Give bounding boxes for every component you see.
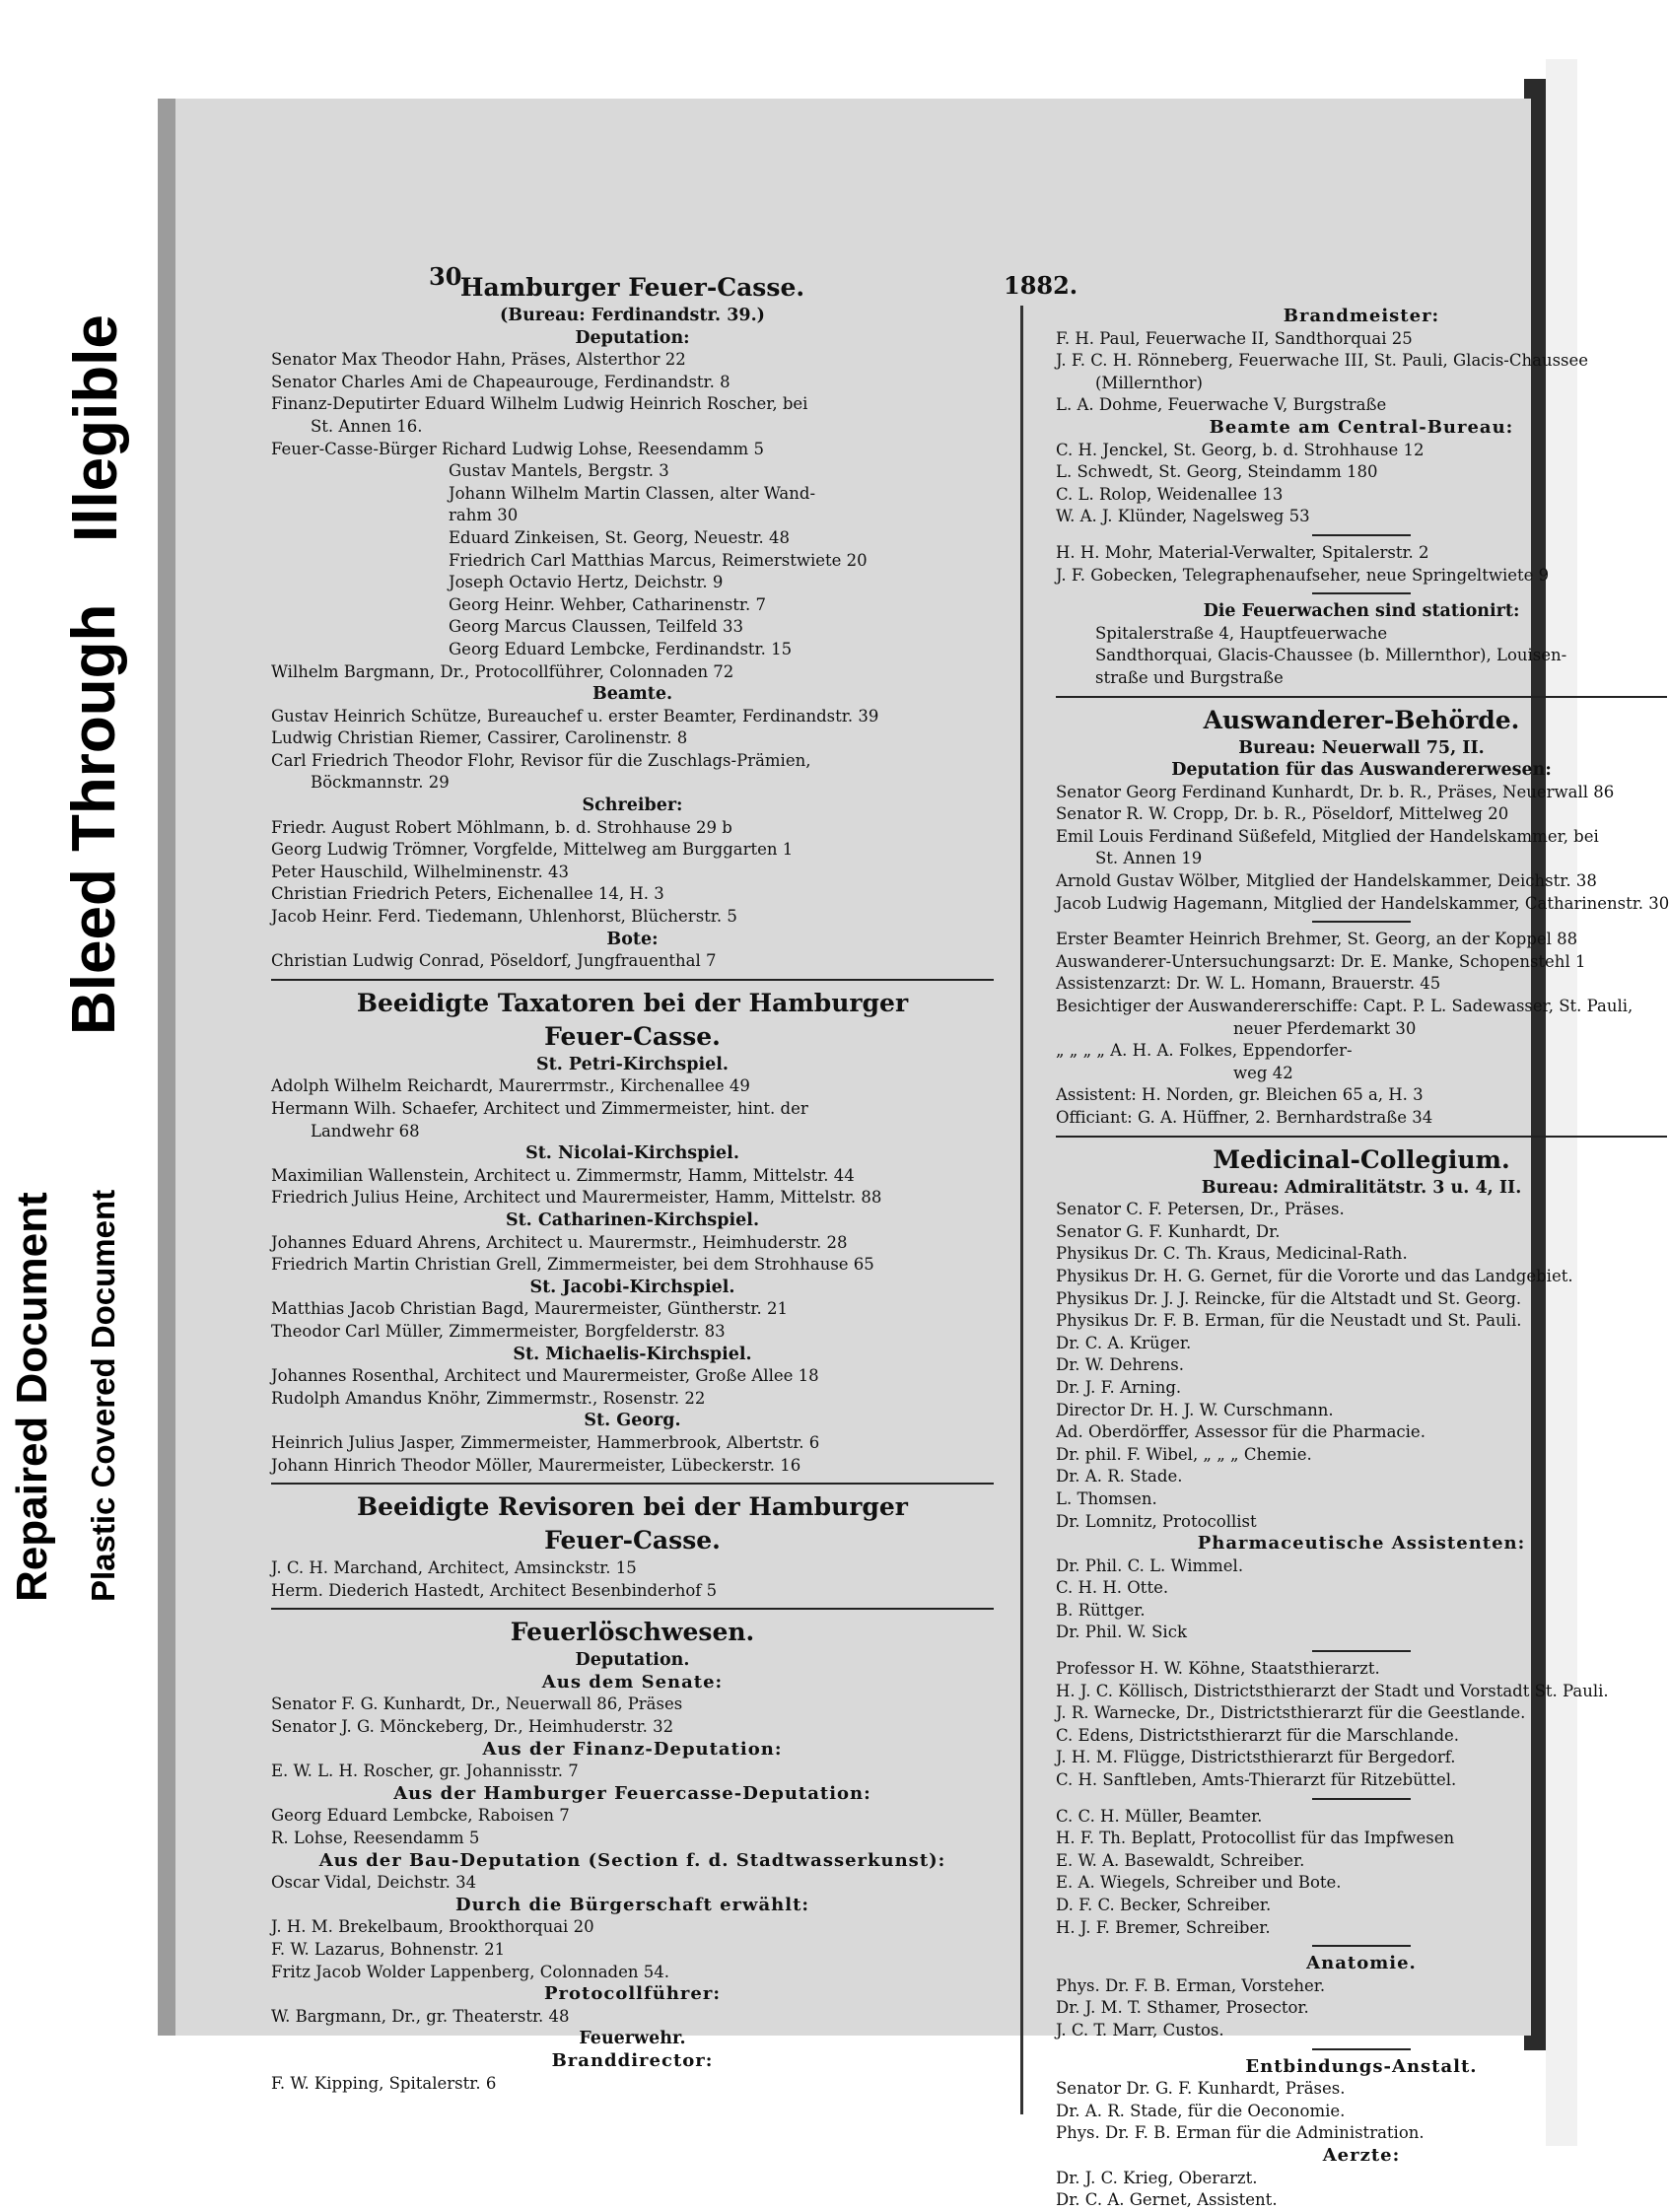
entry-line: Sandthorquai, Glacis-Chaussee (b. Millernthor), Louisen- [1095, 646, 1567, 665]
section-heading: St. Catharinen-Kirchspiel. [505, 1210, 760, 1230]
entry-line: (Millernthor) [1095, 373, 1203, 392]
entry-line: weg 42 [1233, 1063, 1293, 1082]
entry-line: E. A. Wiegels, Schreiber und Bote. [1056, 1873, 1342, 1893]
entry-line: Dr. Phil. C. L. Wimmel. [1056, 1555, 1244, 1575]
entry-line: B. Rüttger. [1056, 1600, 1146, 1620]
entry-line: Joseph Octavio Hertz, Deichstr. 9 [449, 573, 724, 592]
section-heading: Auswanderer-Behörde. [1203, 705, 1520, 734]
entry-line: Dr. A. R. Stade, für die Oeconomie. [1056, 2101, 1346, 2120]
section-rule [271, 979, 994, 981]
entry-line: Auswanderer-Untersuchungsarzt: Dr. E. Manke, Schopenstehl 1 [1056, 951, 1586, 971]
entry-line: W. A. J. Klünder, Nagelsweg 53 [1056, 507, 1310, 526]
entry-line: Gustav Mantels, Bergstr. 3 [449, 461, 669, 481]
entry-line: Assistent: H. Norden, gr. Bleichen 65 a, H. 3 [1056, 1085, 1424, 1105]
section-heading: Feuer-Casse. [544, 1021, 721, 1051]
entry-line: Dr. W. Dehrens. [1056, 1355, 1184, 1375]
entry-line: C. H. Jenckel, St. Georg, b. d. Strohhause 12 [1056, 440, 1425, 459]
entry-line: Senator R. W. Cropp, Dr. b. R., Pöseldorf, Mittelweg 20 [1056, 804, 1509, 824]
section-heading: Aus der Hamburger Feuercasse-Deputation: [393, 1782, 871, 1804]
entry-line: Theodor Carl Müller, Zimmermeister, Borgfelderstr. 83 [271, 1321, 726, 1341]
section-heading: Deputation für das Auswandererwesen: [1171, 760, 1552, 781]
entry-line: Dr. J. M. T. Sthamer, Prosector. [1056, 1998, 1309, 2018]
entry-line: Physikus Dr. H. G. Gernet, für die Vororte und das Landgebiet. [1056, 1266, 1573, 1285]
entry-line: Director Dr. H. J. W. Curschmann. [1056, 1400, 1334, 1419]
entry-line: Senator Charles Ami de Chapeaurouge, Ferdinandstr. 8 [271, 372, 730, 391]
entry-line: E. W. L. H. Roscher, gr. Johannisstr. 7 [271, 1762, 579, 1781]
entry-line: Professor H. W. Köhne, Staatsthierarzt. [1056, 1659, 1380, 1679]
section-heading: St. Petri-Kirchspiel. [535, 1054, 729, 1074]
entry-line: L. Schwedt, St. Georg, Steindamm 180 [1056, 462, 1378, 482]
short-rule [1312, 2048, 1411, 2050]
short-rule [1312, 1798, 1411, 1800]
entry-line: Christian Friedrich Peters, Eichenallee 14, H. 3 [271, 884, 664, 904]
right-column [1056, 306, 1667, 2212]
section-heading: Durch die Bürgerschaft erwählt: [454, 1894, 810, 1915]
entry-line: Senator F. G. Kunhardt, Dr., Neuerwall 86, Präses [271, 1694, 683, 1714]
section-heading: Beamte am Central-Bureau: [1209, 416, 1514, 438]
entry-line: Senator Max Theodor Hahn, Präses, Alsterthor 22 [271, 350, 686, 370]
section-heading: Aus dem Senate: [541, 1671, 724, 1693]
entry-line: F. W. Kipping, Spitalerstr. 6 [271, 2073, 497, 2093]
entry-line: Senator Dr. G. F. Kunhardt, Präses. [1056, 2079, 1346, 2099]
entry-line: Senator G. F. Kunhardt, Dr. [1056, 1221, 1281, 1241]
entry-line: Georg Marcus Claussen, Teilfeld 33 [449, 617, 743, 637]
section-heading: St. Nicolai-Kirchspiel. [525, 1143, 739, 1164]
entry-line: J. C. H. Marchand, Architect, Amsinckstr. 15 [271, 1558, 637, 1578]
entry-line: E. W. A. Basewaldt, Schreiber. [1056, 1850, 1305, 1870]
entry-line: Friedrich Carl Matthias Marcus, Reimerstwiete 20 [449, 550, 868, 570]
scanned-page [158, 99, 1669, 2210]
section-heading: Bote: [606, 929, 659, 949]
left-column [271, 271, 994, 2095]
section-heading: Bureau: Admiralitätstr. 3 u. 4, II. [1201, 1177, 1522, 1198]
entry-line: Johann Wilhelm Martin Classen, alter Wand- [449, 483, 816, 503]
section-heading: Feuer-Casse. [544, 1526, 721, 1555]
entry-line: Dr. C. A. Krüger. [1056, 1333, 1192, 1352]
section-heading: Beeidigte Revisoren bei der Hamburger [357, 1492, 908, 1522]
section-heading: (Bureau: Ferdinandstr. 39.) [500, 306, 765, 325]
page-year: 1882. [1004, 271, 1078, 300]
section-heading: Schreiber: [582, 795, 683, 816]
entry-line: Eduard Zinkeisen, St. Georg, Neuestr. 48 [449, 527, 791, 547]
entry-line: Carl Friedrich Theodor Flohr, Revisor für die Zuschlags-Prämien, [271, 750, 811, 770]
entry-line: Phys. Dr. F. B. Erman, Vorsteher. [1056, 1975, 1326, 1995]
entry-line: Physikus Dr. J. J. Reincke, für die Altstadt und St. Georg. [1056, 1288, 1522, 1308]
short-rule [1312, 534, 1411, 536]
entry-line: Dr. J. F. Arning. [1056, 1377, 1182, 1397]
entry-line: H. J. C. Köllisch, Districtsthierarzt der Stadt und Vorstadt St. Pauli. [1056, 1681, 1609, 1700]
entry-line: H. H. Mohr, Material-Verwalter, Spitalerstr. 2 [1056, 542, 1429, 562]
entry-line: Besichtiger der Auswandererschiffe: Capt. P. L. Sadewasser, St. Pauli, [1056, 997, 1634, 1016]
short-rule [1312, 921, 1411, 923]
entry-line: „ „ „ „ A. H. A. Folkes, Eppendorfer- [1056, 1041, 1353, 1061]
entry-line: Böckmannstr. 29 [311, 773, 450, 793]
section-heading: St. Michaelis-Kirchspiel. [513, 1344, 752, 1364]
entry-line: Gustav Heinrich Schütze, Bureauchef u. erster Beamter, Ferdinandstr. 39 [271, 706, 879, 726]
section-heading: Anatomie. [1306, 1953, 1417, 1974]
short-rule [1312, 592, 1411, 594]
entry-line: Johann Hinrich Theodor Möller, Maurermeister, Lübeckerstr. 16 [271, 1455, 801, 1475]
entry-line: F. W. Lazarus, Bohnenstr. 21 [271, 1940, 506, 1959]
entry-line: Physikus Dr. C. Th. Kraus, Medicinal-Rath. [1056, 1244, 1408, 1264]
section-heading: Pharmaceutische Assistenten: [1197, 1533, 1526, 1555]
entry-line: Senator Georg Ferdinand Kunhardt, Dr. b. R., Präses, Neuerwall 86 [1056, 782, 1615, 801]
entry-line: D. F. C. Becker, Schreiber. [1056, 1896, 1272, 1914]
entry-line: J. H. M. Flügge, Districtsthierarzt für Bergedorf. [1056, 1748, 1456, 1767]
illegible-label: Illegible [62, 314, 130, 542]
section-heading: Beamte. [591, 684, 673, 705]
entry-line: Peter Hauschild, Wilhelminenstr. 43 [271, 862, 569, 881]
entry-line: Johannes Eduard Ahrens, Architect u. Maurermstr., Heimhuderstr. 28 [271, 1232, 848, 1252]
entry-line: Spitalerstraße 4, Hauptfeuerwache [1095, 623, 1388, 643]
entry-line: J. F. C. H. Rönneberg, Feuerwache III, St. Pauli, Glacis-Chaussee [1056, 351, 1589, 371]
entry-line: Officiant: G. A. Hüffner, 2. Bernhardstraße 34 [1056, 1108, 1433, 1127]
entry-line: H. J. F. Bremer, Schreiber. [1056, 1917, 1271, 1937]
entry-line: C. H. H. Otte. [1056, 1578, 1169, 1598]
entry-line: L. A. Dohme, Feuerwache V, Burgstraße [1056, 395, 1387, 415]
entry-line: C. L. Rolop, Weidenallee 13 [1056, 484, 1284, 504]
entry-line: Adolph Wilhelm Reichardt, Maurerrmstr., Kirchenallee 49 [271, 1076, 750, 1096]
entry-line: Johannes Rosenthal, Architect und Maurermeister, Große Allee 18 [271, 1366, 819, 1386]
entry-line: Dr. Lomnitz, Protocollist [1056, 1511, 1257, 1531]
entry-line: Jacob Heinr. Ferd. Tiedemann, Uhlenhorst, Blücherstr. 5 [271, 907, 737, 927]
short-rule [1312, 1945, 1411, 1947]
entry-line: Heinrich Julius Jasper, Zimmermeister, Hammerbrook, Albertstr. 6 [271, 1432, 820, 1452]
entry-line: H. F. Th. Beplatt, Protocollist für das Impfwesen [1056, 1829, 1455, 1848]
entry-line: Herm. Diederich Hastedt, Architect Besenbinderhof 5 [271, 1580, 718, 1600]
entry-line: Erster Beamter Heinrich Brehmer, St. Georg, an der Koppel 88 [1056, 930, 1578, 949]
entry-line: Feuer-Casse-Bürger Richard Ludwig Lohse, Reesendamm 5 [271, 439, 764, 458]
entry-line: J. F. Gobecken, Telegraphenaufseher, neue Springeltwiete 9 [1056, 565, 1550, 585]
entry-line: R. Lohse, Reesendamm 5 [271, 1829, 480, 1848]
entry-line: Ad. Oberdörffer, Assessor für die Pharmacie. [1056, 1422, 1426, 1442]
column-divider [1020, 306, 1023, 2114]
section-heading: Feuerwehr. [579, 2029, 686, 2049]
section-heading: Die Feuerwachen sind stationirt: [1203, 601, 1520, 622]
page-number: 30 [429, 262, 462, 291]
entry-line: Phys. Dr. F. B. Erman für die Administration. [1056, 2123, 1425, 2143]
entry-line: Ludwig Christian Riemer, Cassirer, Carolinenstr. 8 [271, 728, 688, 748]
short-rule [1312, 1650, 1411, 1652]
entry-line: Rudolph Amandus Knöhr, Zimmermstr., Rosenstr. 22 [271, 1388, 706, 1408]
entry-line: St. Annen 16. [311, 416, 423, 436]
entry-line: rahm 30 [449, 506, 519, 525]
entry-line: Senator C. F. Petersen, Dr., Präses. [1056, 1200, 1345, 1219]
entry-line: Jacob Ludwig Hagemann, Mitglied der Handelskammer, Catharinenstr. 30 [1056, 893, 1669, 913]
entry-line: Finanz-Deputirter Eduard Wilhelm Ludwig Heinrich Roscher, bei [271, 394, 808, 414]
section-rule [1056, 1136, 1667, 1138]
section-heading: Aus der Finanz-Deputation: [482, 1738, 783, 1760]
section-heading: St. Jacobi-Kirchspiel. [529, 1277, 735, 1297]
entry-line: J. R. Warnecke, Dr., Districtsthierarzt für die Geestlande. [1056, 1703, 1526, 1723]
section-heading: Aerzte: [1322, 2144, 1401, 2166]
section-heading: Branddirector: [551, 2049, 714, 2071]
section-heading: Protocollführer: [544, 1983, 721, 2005]
entry-line: C. C. H. Müller, Beamter. [1056, 1806, 1263, 1826]
entry-line: Dr. C. A. Gernet, Assistent. [1056, 2190, 1278, 2210]
entry-line: Maximilian Wallenstein, Architect u. Zimmermstr, Hamm, Mittelstr. 44 [271, 1165, 855, 1185]
section-heading: Hamburger Feuer-Casse. [459, 273, 805, 302]
section-heading: Aus der Bau-Deputation (Section f. d. Stadtwasserkunst): [318, 1849, 946, 1871]
repaired-document-label: Repaired Document [8, 1192, 56, 1602]
entry-line: Georg Heinr. Wehber, Catharinenstr. 7 [449, 594, 766, 614]
entry-line: Senator J. G. Mönckeberg, Dr., Heimhuderstr. 32 [271, 1717, 674, 1737]
section-heading: Bureau: Neuerwall 75, II. [1238, 737, 1485, 758]
entry-line: straße und Burgstraße [1095, 667, 1284, 687]
entry-line: J. H. M. Brekelbaum, Brookthorquai 20 [271, 1917, 594, 1937]
entry-line: Friedr. August Robert Möhlmann, b. d. Strohhause 29 b [271, 817, 732, 837]
binding-shadow [158, 99, 175, 2036]
plastic-covered-label: Plastic Covered Document [85, 1189, 121, 1602]
entry-line: C. Edens, Districtsthierarzt für die Marschlande. [1056, 1725, 1460, 1745]
section-heading: Feuerlöschwesen. [510, 1618, 755, 1647]
entry-line: Dr. A. R. Stade. [1056, 1467, 1183, 1486]
section-heading: Beeidigte Taxatoren bei der Hamburger [356, 988, 909, 1017]
section-heading: Entbindungs-Anstalt. [1245, 2055, 1478, 2077]
entry-line: Wilhelm Bargmann, Dr., Protocollführer, Colonnaden 72 [271, 661, 734, 681]
entry-line: Fritz Jacob Wolder Lappenberg, Colonnaden 54. [271, 1962, 670, 1981]
entry-line: St. Annen 19 [1095, 849, 1203, 868]
entry-line: L. Thomsen. [1056, 1488, 1157, 1508]
entry-line: Dr. phil. F. Wibel, „ „ „ Chemie. [1056, 1444, 1312, 1464]
entry-line: Georg Ludwig Trömner, Vorgfelde, Mittelweg am Burggarten 1 [271, 840, 794, 860]
bleed-through-label: Bleed Through [60, 603, 128, 1035]
entry-line: J. C. T. Marr, Custos. [1056, 2020, 1224, 2039]
entry-line: C. H. Sanftleben, Amts-Thierarzt für Ritzebüttel. [1056, 1770, 1457, 1790]
section-heading: St. Georg. [584, 1411, 681, 1431]
entry-line: Dr. J. C. Krieg, Oberarzt. [1056, 2168, 1258, 2187]
section-rule [1056, 696, 1667, 698]
entry-line: Dr. Phil. W. Sick [1056, 1623, 1187, 1642]
section-rule [271, 1483, 994, 1485]
entry-line: Arnold Gustav Wölber, Mitglied der Handelskammer, Deichstr. 38 [1056, 871, 1597, 891]
entry-line: Hermann Wilh. Schaefer, Architect und Zimmermeister, hint. der [271, 1099, 808, 1118]
entry-line: Emil Louis Ferdinand Süßefeld, Mitglied der Handelskammer, bei [1056, 826, 1599, 846]
entry-line: Christian Ludwig Conrad, Pöseldorf, Jungfrauenthal 7 [271, 951, 717, 971]
entry-line: Georg Eduard Lembcke, Raboisen 7 [271, 1806, 570, 1826]
entry-line: Matthias Jacob Christian Bagd, Maurermeister, Güntherstr. 21 [271, 1299, 788, 1319]
entry-line: W. Bargmann, Dr., gr. Theaterstr. 48 [271, 2006, 570, 2026]
entry-line: Landwehr 68 [311, 1121, 420, 1141]
section-heading: Brandmeister: [1283, 306, 1440, 326]
entry-line: Oscar Vidal, Deichstr. 34 [271, 1873, 477, 1893]
entry-line: Georg Eduard Lembcke, Ferdinandstr. 15 [449, 639, 793, 658]
section-heading: Deputation: [575, 327, 690, 348]
section-heading: Deputation. [575, 1650, 690, 1671]
entry-line: neuer Pferdemarkt 30 [1233, 1018, 1417, 1038]
entry-line: Friedrich Martin Christian Grell, Zimmermeister, bei dem Strohhause 65 [271, 1255, 874, 1275]
entry-line: Assistenzarzt: Dr. W. L. Homann, Brauerstr. 45 [1056, 974, 1441, 994]
entry-line: Friedrich Julius Heine, Architect und Maurermeister, Hamm, Mittelstr. 88 [271, 1188, 882, 1208]
entry-line: Physikus Dr. F. B. Erman, für die Neustadt und St. Pauli. [1056, 1311, 1522, 1331]
section-rule [271, 1608, 994, 1610]
section-heading: Medicinal-Collegium. [1213, 1144, 1510, 1174]
entry-line: F. H. Paul, Feuerwache II, Sandthorquai 25 [1056, 328, 1413, 348]
